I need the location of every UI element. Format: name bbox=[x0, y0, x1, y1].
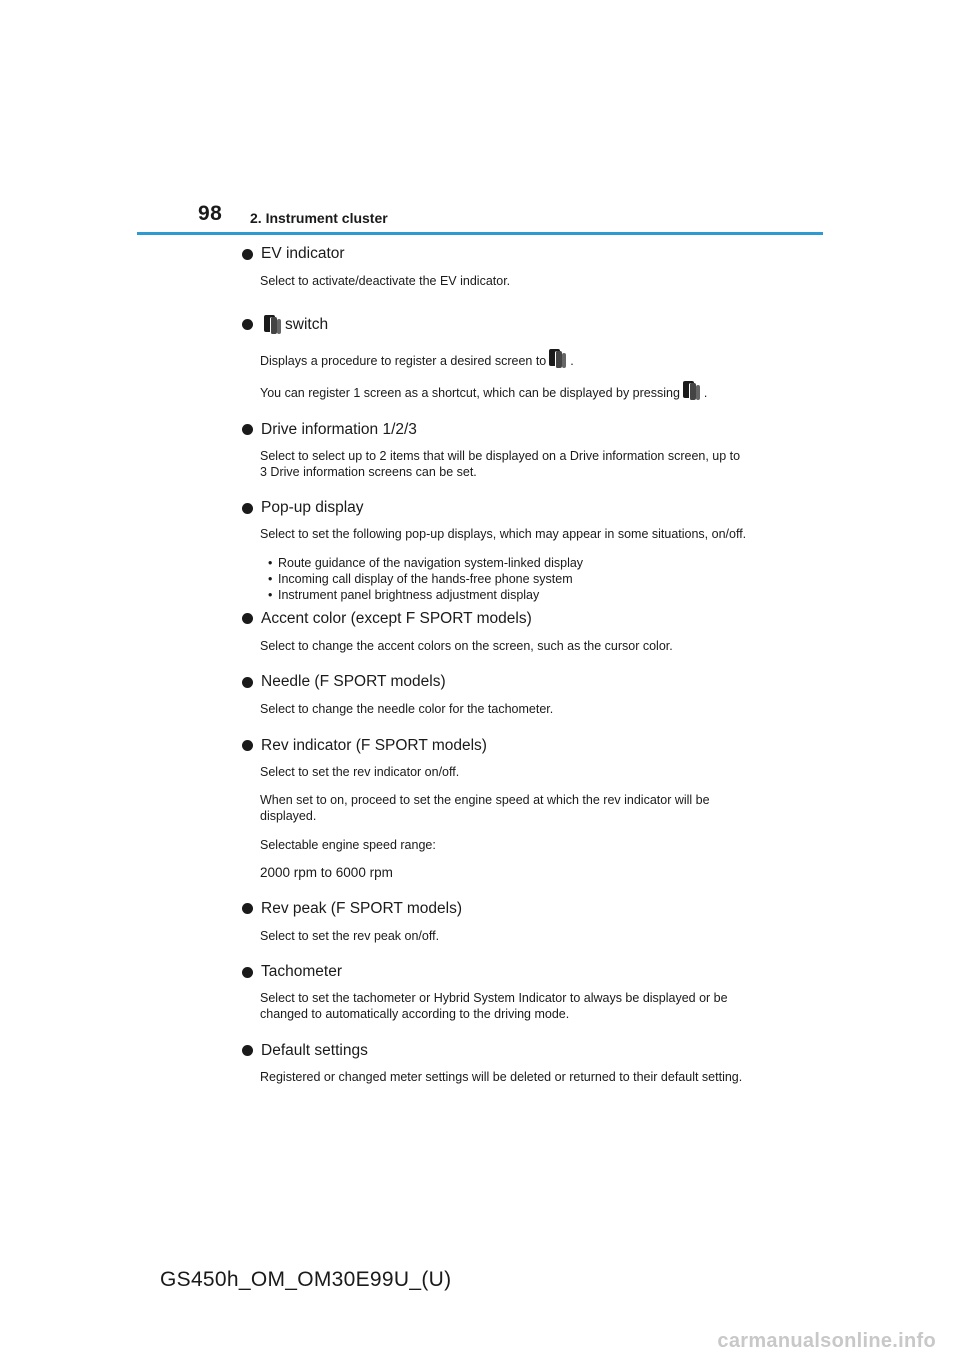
item-description: Select to activate/deactivate the EV indicator. bbox=[260, 274, 511, 288]
item-title: EV indicator bbox=[261, 245, 345, 262]
item-description: Select to set the rev peak on/off. bbox=[260, 928, 440, 943]
page-header bbox=[0, 0, 960, 240]
item-description: You can register 1 screen as a shortcut, which can be displayed by pressing . bbox=[260, 381, 750, 401]
item-title: Needle (F SPORT models) bbox=[261, 673, 446, 690]
sub-list-item: • Incoming call display of the hands-free phone system bbox=[268, 571, 573, 586]
range-label: Selectable engine speed range: bbox=[260, 837, 436, 852]
item-description: Displays a procedure to register a desired screen to . bbox=[260, 349, 750, 369]
shortcut-icon bbox=[683, 381, 701, 401]
bullet-icon bbox=[242, 249, 253, 260]
section-title: 2. Instrument cluster bbox=[250, 210, 388, 226]
item-description: When set to on, proceed to set the engine speed at which the rev indicator will be displayed. bbox=[260, 793, 710, 823]
item-description: Registered or changed meter settings will be deleted or returned to their default setting. bbox=[260, 1069, 743, 1084]
bullet-icon bbox=[242, 613, 253, 624]
sub-list-item: • Instrument panel brightness adjustment display bbox=[268, 587, 540, 602]
sub-list-item: • Route guidance of the navigation system-linked display bbox=[268, 555, 584, 570]
shortcut-icon bbox=[549, 349, 567, 369]
item-description: Select to change the needle color for the tachometer. bbox=[260, 702, 554, 716]
item-description: Select to select up to 2 items that will be displayed on a Drive information screen, up to 3 Drive information screens can be set. bbox=[260, 448, 741, 479]
bullet-icon bbox=[242, 424, 253, 435]
list-item-ev-indicator bbox=[240, 242, 750, 289]
item-title: switch bbox=[285, 315, 329, 333]
item-description: Select to set the following pop-up displays, which may appear in some situations, on/off. bbox=[260, 527, 747, 541]
bullet-icon bbox=[242, 1045, 253, 1056]
item-title: Pop-up display bbox=[261, 499, 364, 516]
list-item-rev-indicator bbox=[240, 734, 750, 882]
item-title: Accent color (except F SPORT models) bbox=[261, 609, 532, 627]
item-title: Tachometer bbox=[261, 963, 342, 980]
item-description: Select to set the rev indicator on/off. bbox=[260, 764, 460, 779]
list-item-needle bbox=[240, 670, 750, 717]
bullet-icon bbox=[242, 740, 253, 751]
settings-list bbox=[240, 242, 750, 1097]
bullet-icon bbox=[242, 319, 253, 330]
list-item-popup-display bbox=[240, 496, 750, 603]
sub-list bbox=[268, 555, 750, 603]
list-item-shortcut-switch bbox=[240, 313, 750, 402]
list-item-default-settings bbox=[240, 1039, 750, 1085]
list-item-accent-color bbox=[240, 607, 750, 654]
item-title: Rev peak (F SPORT models) bbox=[261, 899, 462, 917]
page-number: 98 bbox=[198, 202, 223, 225]
list-item-tachometer bbox=[240, 960, 750, 1022]
item-title: Rev indicator (F SPORT models) bbox=[261, 736, 487, 754]
bullet-icon bbox=[242, 967, 253, 978]
item-title: Drive information 1/2/3 bbox=[261, 420, 417, 438]
bullet-icon bbox=[242, 503, 253, 514]
list-item-rev-peak bbox=[240, 897, 750, 944]
range-value: 2000 rpm to 6000 rpm bbox=[260, 865, 393, 880]
bullet-icon bbox=[242, 903, 253, 914]
item-description: Select to set the tachometer or Hybrid System Indicator to always be displayed or be changed to automatically according to the driving mode. bbox=[260, 991, 728, 1021]
list-item-drive-information bbox=[240, 418, 750, 480]
item-description: Select to change the accent colors on the screen, such as the cursor color. bbox=[260, 638, 673, 653]
watermark: carmanualsonline.info bbox=[717, 1330, 936, 1352]
item-title: Default settings bbox=[261, 1041, 368, 1059]
header-divider bbox=[137, 232, 823, 235]
document-code: GS450h_OM_OM30E99U_(U) bbox=[160, 1268, 452, 1291]
bullet-icon bbox=[242, 677, 253, 688]
shortcut-icon bbox=[264, 315, 282, 335]
